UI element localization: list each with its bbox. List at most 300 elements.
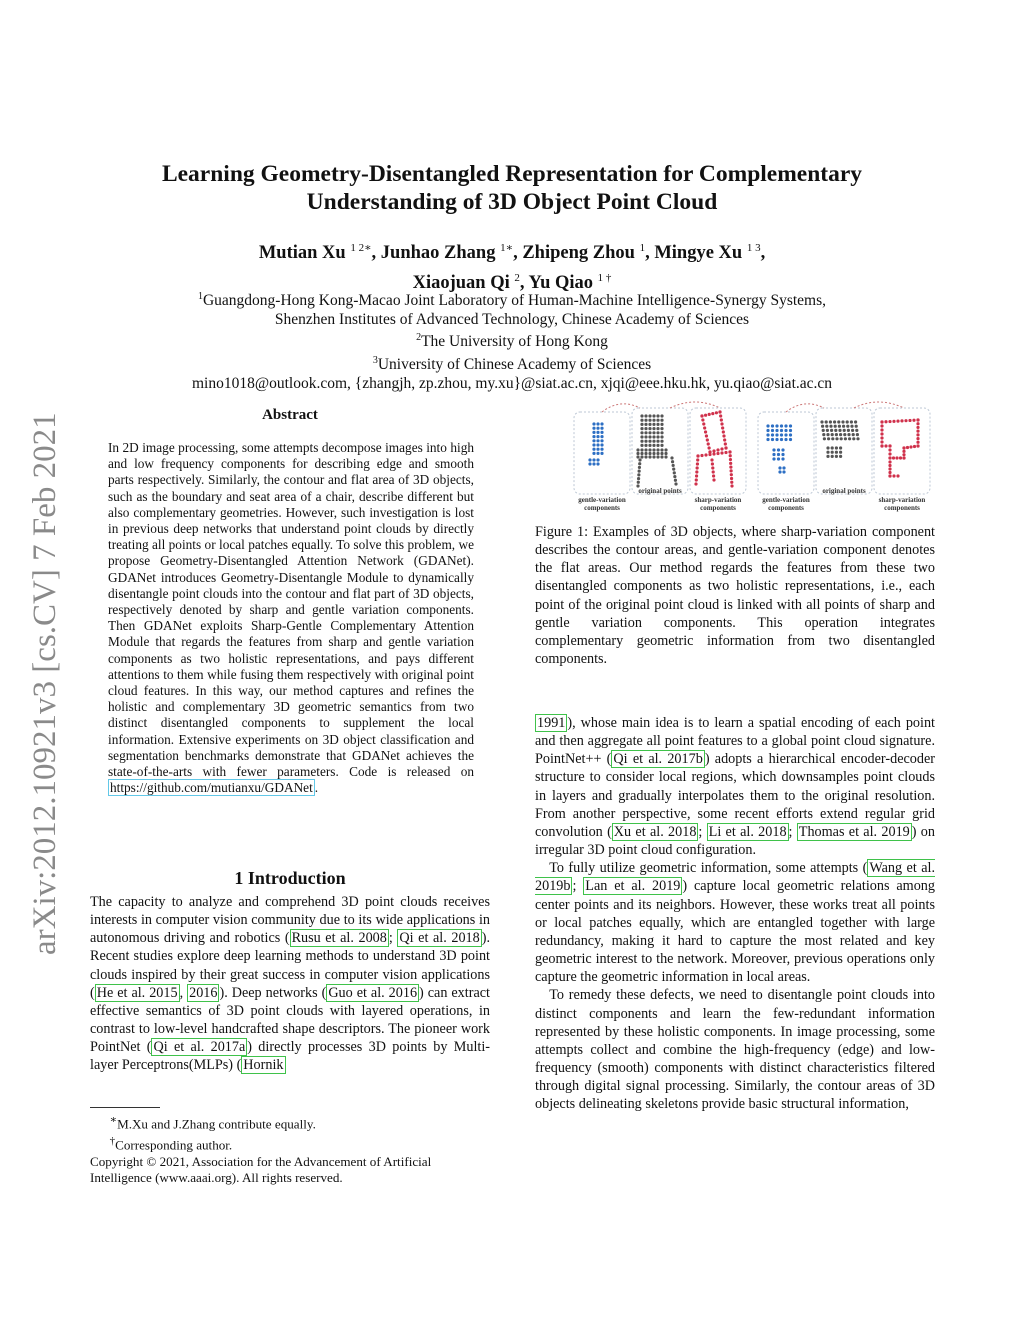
point-dot bbox=[636, 455, 639, 458]
author-sep: , bbox=[513, 243, 523, 264]
label-gentle: components bbox=[768, 504, 804, 512]
point-dot bbox=[640, 431, 643, 434]
point-dot bbox=[592, 431, 595, 434]
author-sup: 1∗ bbox=[500, 242, 514, 254]
point-dot bbox=[909, 445, 912, 448]
link-arc bbox=[786, 404, 824, 412]
point-dot bbox=[784, 424, 787, 427]
point-dot bbox=[592, 443, 595, 446]
point-dot bbox=[673, 475, 676, 478]
point-dot bbox=[600, 427, 603, 430]
point-dot bbox=[775, 429, 778, 432]
author-sup: 1 † bbox=[597, 272, 612, 285]
point-dot bbox=[827, 437, 830, 440]
label-sharp: components bbox=[884, 504, 920, 512]
point-dot bbox=[637, 473, 640, 476]
point-dot bbox=[656, 448, 659, 451]
point-dot bbox=[652, 423, 655, 426]
point-dot bbox=[674, 482, 677, 485]
point-dot bbox=[766, 433, 769, 436]
point-dot bbox=[638, 458, 641, 461]
figure-1-graphic bbox=[560, 400, 940, 515]
figure-1-caption: Figure 1: Examples of 3D objects, where sharp-variation component describes the contour areas, and gentle-variation component denotes the flat areas. Our method regards the features from these two disentangled components as two holistic representations, i.e., each point of the original point cloud is linked with all points of sharp and gentle variation components. This operation integrates complementary geometric information from two disentangled components. bbox=[535, 524, 935, 668]
body-text: ) directly processes 3D points by Multi-layer Perceptrons(MLPs) ( bbox=[90, 1039, 490, 1074]
point-dot bbox=[900, 419, 903, 422]
point-dot bbox=[831, 451, 834, 454]
point-dot bbox=[772, 448, 775, 451]
affil-text: University of Chinese Academy of Sciences bbox=[377, 356, 652, 374]
point-dot bbox=[711, 466, 714, 469]
point-dot bbox=[656, 444, 659, 447]
point-dot bbox=[772, 457, 775, 460]
point-dot bbox=[695, 474, 698, 477]
point-dot bbox=[839, 433, 842, 436]
link-arc bbox=[854, 402, 904, 408]
point-dot bbox=[895, 456, 898, 459]
point-dot bbox=[823, 437, 826, 440]
point-dot bbox=[660, 419, 663, 422]
point-dot bbox=[644, 423, 647, 426]
author-sup: 1 3 bbox=[746, 242, 761, 254]
point-dot bbox=[730, 477, 733, 480]
point-dot bbox=[844, 437, 847, 440]
point-dot bbox=[822, 433, 825, 436]
point-dot bbox=[664, 452, 667, 455]
point-dot bbox=[916, 430, 919, 433]
author-sup: 1 2∗ bbox=[350, 242, 372, 254]
citation-link[interactable]: Guo et al. 2016 bbox=[328, 984, 418, 1001]
affiliation-2 bbox=[100, 329, 924, 352]
point-dot bbox=[656, 455, 659, 458]
point-dot bbox=[711, 462, 714, 465]
point-dot bbox=[660, 427, 663, 430]
point-dot bbox=[826, 433, 829, 436]
point-dot bbox=[856, 437, 859, 440]
author-sep: , bbox=[645, 243, 655, 264]
point-dot bbox=[880, 428, 883, 431]
point-dot bbox=[708, 413, 711, 416]
citation-link[interactable]: Rusu et al. 2008 bbox=[291, 930, 387, 947]
point-dot bbox=[652, 455, 655, 458]
point-dot bbox=[701, 418, 704, 421]
label-original: original points bbox=[638, 487, 682, 495]
point-dot bbox=[888, 452, 891, 455]
point-dot bbox=[856, 433, 859, 436]
point-dot bbox=[648, 444, 651, 447]
point-dot bbox=[851, 429, 854, 432]
point-dot bbox=[826, 455, 829, 458]
point-dot bbox=[648, 431, 651, 434]
body-text: ) adopts a hierarchical encoder-decoder structure to consider local regions, which downsamples point clouds in layers and gradually interpolates them to the original resolution. From another perspective, some recent efforts extend regular grid convolution ( bbox=[535, 751, 935, 840]
point-dot bbox=[588, 458, 591, 461]
paper-title bbox=[100, 160, 924, 216]
point-dot bbox=[723, 438, 726, 441]
point-dot bbox=[640, 440, 643, 443]
citation-link[interactable]: Thomas et al. 2019 bbox=[798, 823, 910, 840]
point-dot bbox=[720, 451, 723, 454]
point-dot bbox=[780, 424, 783, 427]
affiliation-3 bbox=[100, 352, 924, 375]
point-dot bbox=[720, 418, 723, 421]
point-dot bbox=[821, 425, 824, 428]
citation-link[interactable]: 1991 bbox=[537, 715, 566, 731]
citation-link[interactable]: Li et al. 2018 bbox=[708, 823, 787, 840]
point-dot bbox=[652, 452, 655, 455]
point-dot bbox=[782, 466, 785, 469]
point-dot bbox=[670, 456, 673, 459]
point-dot bbox=[644, 431, 647, 434]
point-dot bbox=[636, 448, 639, 451]
citation-link[interactable]: Hornik bbox=[243, 1057, 284, 1074]
paragraph bbox=[535, 859, 935, 986]
original-points-table bbox=[820, 420, 859, 458]
point-dot bbox=[842, 425, 845, 428]
point-dot bbox=[706, 438, 709, 441]
label-gentle: components bbox=[584, 504, 620, 512]
point-dot bbox=[705, 434, 708, 437]
point-dot bbox=[880, 424, 883, 427]
label-sharp: sharp-variation bbox=[694, 496, 742, 504]
point-dot bbox=[902, 450, 905, 453]
point-dot bbox=[592, 458, 595, 461]
point-dot bbox=[843, 433, 846, 436]
author-emails: mino1018@outlook.com, {zhangjh, zp.zhou, my.xu}@siat.ac.cn, xjqi@eee.hku.hk, yu.qiao@siat.ac.cn bbox=[191, 374, 833, 392]
point-dot bbox=[916, 433, 919, 436]
citation-link[interactable]: 2016 bbox=[189, 984, 218, 1001]
affil-sup: 2 bbox=[416, 332, 422, 344]
point-dot bbox=[850, 420, 853, 423]
point-dot bbox=[660, 455, 663, 458]
point-dot bbox=[648, 448, 651, 451]
point-dot bbox=[596, 443, 599, 446]
point-dot bbox=[652, 444, 655, 447]
point-dot bbox=[850, 425, 853, 428]
point-dot bbox=[596, 422, 599, 425]
point-dot bbox=[719, 414, 722, 417]
author-name: Mutian Xu bbox=[258, 243, 346, 264]
point-dot bbox=[829, 425, 832, 428]
point-dot bbox=[711, 412, 714, 415]
citation-link[interactable]: Wang et al. 2019b bbox=[535, 860, 936, 895]
point-dot bbox=[640, 414, 643, 417]
point-dot bbox=[660, 423, 663, 426]
point-dot bbox=[771, 429, 774, 432]
point-dot bbox=[775, 433, 778, 436]
point-dot bbox=[592, 422, 595, 425]
point-dot bbox=[843, 429, 846, 432]
intro-paragraph bbox=[90, 893, 490, 1075]
footnote-rule bbox=[90, 1107, 160, 1108]
point-dot bbox=[652, 419, 655, 422]
point-dot bbox=[648, 427, 651, 430]
section-heading-introduction: 1 Introduction bbox=[234, 868, 346, 888]
point-dot bbox=[638, 466, 641, 469]
point-dot bbox=[712, 470, 715, 473]
point-dot bbox=[888, 420, 891, 423]
point-dot bbox=[660, 452, 663, 455]
point-dot bbox=[780, 433, 783, 436]
point-dot bbox=[892, 420, 895, 423]
point-dot bbox=[777, 457, 780, 460]
point-dot bbox=[648, 455, 651, 458]
point-dot bbox=[600, 439, 603, 442]
point-dot bbox=[781, 453, 784, 456]
point-dot bbox=[840, 437, 843, 440]
point-dot bbox=[600, 443, 603, 446]
point-dot bbox=[700, 414, 703, 417]
original-box bbox=[632, 408, 688, 494]
point-dot bbox=[826, 429, 829, 432]
point-dot bbox=[656, 435, 659, 438]
copyright-notice: Copyright © 2021, Association for the Advancement of Artificial Intelligence (www.aaai.org). All rights reserved. bbox=[90, 1153, 432, 1185]
point-dot bbox=[592, 462, 595, 465]
point-dot bbox=[588, 462, 591, 465]
point-dot bbox=[888, 467, 891, 470]
point-dot bbox=[716, 452, 719, 455]
paragraph bbox=[535, 714, 935, 859]
point-dot bbox=[771, 438, 774, 441]
author-name: Junhao Zhang bbox=[380, 243, 496, 264]
point-dot bbox=[854, 420, 857, 423]
point-dot bbox=[780, 438, 783, 441]
point-dot bbox=[712, 449, 715, 452]
point-dot bbox=[712, 452, 715, 455]
point-dot bbox=[847, 433, 850, 436]
point-dot bbox=[835, 437, 838, 440]
point-dot bbox=[841, 420, 844, 423]
author-sep: , bbox=[519, 273, 529, 294]
point-dot bbox=[784, 429, 787, 432]
point-dot bbox=[596, 452, 599, 455]
point-dot bbox=[916, 441, 919, 444]
sharp-points-table bbox=[880, 418, 919, 477]
abstract-end: . bbox=[314, 780, 319, 796]
point-dot bbox=[672, 464, 675, 467]
point-dot bbox=[908, 419, 911, 422]
affil-sup: 3 bbox=[372, 355, 378, 367]
point-dot bbox=[852, 437, 855, 440]
footnotes bbox=[90, 1112, 490, 1186]
point-dot bbox=[781, 448, 784, 451]
point-dot bbox=[855, 425, 858, 428]
point-dot bbox=[656, 452, 659, 455]
gentle-points-table bbox=[766, 424, 792, 473]
point-dot bbox=[640, 435, 643, 438]
label-original: original points bbox=[822, 487, 866, 495]
citation-link[interactable]: Qi et al. 2017b bbox=[613, 751, 703, 768]
point-dot bbox=[729, 462, 732, 465]
point-dot bbox=[880, 436, 883, 439]
point-dot bbox=[656, 427, 659, 430]
point-dot bbox=[696, 466, 699, 469]
point-dot bbox=[880, 440, 883, 443]
point-dot bbox=[780, 429, 783, 432]
label-sharp: components bbox=[700, 504, 736, 512]
point-dot bbox=[712, 474, 715, 477]
point-dot bbox=[766, 429, 769, 432]
point-dot bbox=[884, 444, 887, 447]
link-arc bbox=[602, 404, 640, 412]
footnote-2 bbox=[90, 1133, 490, 1154]
label-gentle: gentle-variation bbox=[762, 496, 810, 504]
point-dot bbox=[724, 446, 727, 449]
footnote-mark: † bbox=[109, 1134, 116, 1147]
point-dot bbox=[695, 470, 698, 473]
point-dot bbox=[772, 453, 775, 456]
point-dot bbox=[789, 433, 792, 436]
author-name: Mingye Xu bbox=[654, 243, 743, 264]
point-dot bbox=[834, 429, 837, 432]
point-dot bbox=[640, 423, 643, 426]
point-dot bbox=[904, 419, 907, 422]
point-dot bbox=[777, 453, 780, 456]
point-dot bbox=[916, 437, 919, 440]
point-dot bbox=[888, 474, 891, 477]
point-dot bbox=[644, 427, 647, 430]
point-dot bbox=[652, 448, 655, 451]
point-dot bbox=[730, 484, 733, 487]
original-points-chair bbox=[636, 414, 677, 487]
label-sharp: sharp-variation bbox=[878, 496, 926, 504]
point-dot bbox=[722, 430, 725, 433]
point-dot bbox=[644, 414, 647, 417]
point-dot bbox=[789, 429, 792, 432]
citation-link[interactable]: Lan et al. 2019 bbox=[585, 878, 681, 895]
point-dot bbox=[884, 420, 887, 423]
point-dot bbox=[822, 429, 825, 432]
point-dot bbox=[638, 470, 641, 473]
point-dot bbox=[637, 477, 640, 480]
citation-link[interactable]: He et al. 2015 bbox=[96, 984, 178, 1001]
sharp-points-chair bbox=[694, 410, 733, 487]
point-dot bbox=[789, 424, 792, 427]
citation-link[interactable]: Qi et al. 2018 bbox=[399, 930, 480, 947]
point-dot bbox=[644, 448, 647, 451]
abstract-heading: Abstract bbox=[262, 407, 318, 423]
point-dot bbox=[600, 435, 603, 438]
point-dot bbox=[826, 451, 829, 454]
point-dot bbox=[656, 440, 659, 443]
point-dot bbox=[596, 435, 599, 438]
point-dot bbox=[708, 446, 711, 449]
point-dot bbox=[916, 418, 919, 421]
body-text: ; bbox=[572, 878, 584, 895]
point-dot bbox=[916, 444, 919, 447]
point-dot bbox=[902, 456, 905, 459]
point-dot bbox=[880, 420, 883, 423]
point-dot bbox=[831, 437, 834, 440]
point-dot bbox=[766, 424, 769, 427]
body-text: ; bbox=[698, 823, 707, 840]
paragraph: To remedy these defects, we need to disentangle point clouds into distinct components and learn the few-redundant information represented by these holistic components. In image processing, some attempts collect and combine the high-frequency (edge) and low-frequency (smooth) components with distinct characteristics filtered through digital signal processing. Similarly, the contour areas of 3D objects delineating skeletons provide basic structural information, bbox=[535, 987, 935, 1113]
affiliation-1-cont: Shenzhen Institutes of Advanced Technology, Chinese Academy of Sciences bbox=[274, 310, 750, 328]
point-dot bbox=[674, 479, 677, 482]
author-sup: 2 bbox=[514, 272, 520, 285]
affiliation-1 bbox=[100, 288, 924, 311]
point-dot bbox=[644, 419, 647, 422]
point-dot bbox=[829, 420, 832, 423]
abstract-body bbox=[108, 440, 474, 796]
point-dot bbox=[592, 452, 595, 455]
point-dot bbox=[771, 424, 774, 427]
link-arc bbox=[670, 402, 720, 408]
point-dot bbox=[729, 458, 732, 461]
point-dot bbox=[729, 466, 732, 469]
point-dot bbox=[712, 478, 715, 481]
point-dot bbox=[906, 446, 909, 449]
point-dot bbox=[656, 431, 659, 434]
footnote-text: Corresponding author. bbox=[115, 1137, 233, 1153]
point-dot bbox=[644, 440, 647, 443]
point-dot bbox=[896, 474, 899, 477]
point-dot bbox=[888, 456, 891, 459]
body-text: ). Deep networks ( bbox=[219, 984, 327, 1001]
body-text: ) on irregular 3D point cloud configuration. bbox=[535, 823, 935, 859]
footnote-mark: ∗ bbox=[109, 1114, 118, 1126]
point-dot bbox=[648, 452, 651, 455]
abstract-text: In 2D image processing, some attempts decompose images into high and low frequency components for describing edge and smooth parts respectively. Similarly, the contour and flat area of 3D objects, such as the boundary and seat area of a chair, describe different but also complementary geometries. However, such investigation is lost in previous deep networks that understand point clouds by directly treating all points or local patches equally. To solve this problem, we propose Geometry-Disentangled Attention Network (GDANet). GDANet introduces Geometry-Disentangle Module to dynamically disentangle point clouds into the contour and flat part of 3D objects, respectively denoted by sharp and gentle variation components. Then GDANet exploits Sharp-Gentle Complementary Attention Module that regards the features from sharp and gentle variation components as two holistic representations, and pays different attentions to them while fusing them respectively with original point cloud features. In this way, our method captures and refines the holistic and complementary 3D geometric semantics from two distinct disentangled components to supplement the local information. Extensive experiments on 3D object classification and segmentation benchmarks demonstrate that GDANet achieves the state-of-the-arts with fewer parameters. Code is released on bbox=[108, 440, 474, 780]
point-dot bbox=[656, 419, 659, 422]
point-dot bbox=[916, 422, 919, 425]
code-link[interactable]: https://github.com/mutianxu/GDANet bbox=[110, 780, 313, 796]
point-dot bbox=[652, 414, 655, 417]
point-dot bbox=[835, 455, 838, 458]
point-dot bbox=[892, 474, 895, 477]
point-dot bbox=[660, 414, 663, 417]
point-dot bbox=[820, 420, 823, 423]
point-dot bbox=[703, 426, 706, 429]
point-dot bbox=[839, 446, 842, 449]
gentle-box bbox=[758, 412, 814, 494]
point-dot bbox=[913, 445, 916, 448]
point-dot bbox=[596, 458, 599, 461]
point-dot bbox=[825, 420, 828, 423]
point-dot bbox=[707, 442, 710, 445]
point-dot bbox=[644, 455, 647, 458]
point-dot bbox=[888, 448, 891, 451]
point-dot bbox=[899, 456, 902, 459]
citation-link[interactable]: Qi et al. 2017a bbox=[153, 1039, 246, 1056]
point-dot bbox=[660, 431, 663, 434]
point-dot bbox=[720, 422, 723, 425]
point-dot bbox=[695, 478, 698, 481]
point-dot bbox=[835, 451, 838, 454]
point-dot bbox=[777, 448, 780, 451]
body-text: ) capture local geometric relations among center points and its neighbors. However, these works treat all points or local patches equally, which are entangled together with large redundancy, making it hard to capture the most related and key geometric interest to the network. Moreover, previous operations only capture the geometric information in local areas. bbox=[535, 878, 935, 986]
point-dot bbox=[831, 446, 834, 449]
author-sep: , bbox=[371, 243, 381, 264]
point-dot bbox=[715, 411, 718, 414]
citation-link[interactable]: Xu et al. 2018 bbox=[613, 823, 697, 840]
point-dot bbox=[652, 440, 655, 443]
point-dot bbox=[718, 410, 721, 413]
point-dot bbox=[848, 437, 851, 440]
gentle-points-chair bbox=[588, 422, 603, 465]
point-dot bbox=[652, 427, 655, 430]
title-line-2: Understanding of 3D Object Point Cloud bbox=[306, 189, 718, 215]
point-dot bbox=[847, 429, 850, 432]
point-dot bbox=[912, 419, 915, 422]
body-text: The capacity to analyze and comprehend 3D point clouds receives interests in computer vision community due to its wide applications in autonomous driving and robotics ( bbox=[90, 894, 490, 947]
point-dot bbox=[596, 439, 599, 442]
point-dot bbox=[781, 457, 784, 460]
point-dot bbox=[852, 433, 855, 436]
point-dot bbox=[888, 471, 891, 474]
point-dot bbox=[710, 458, 713, 461]
point-dot bbox=[766, 438, 769, 441]
point-dot bbox=[600, 422, 603, 425]
point-dot bbox=[600, 431, 603, 434]
